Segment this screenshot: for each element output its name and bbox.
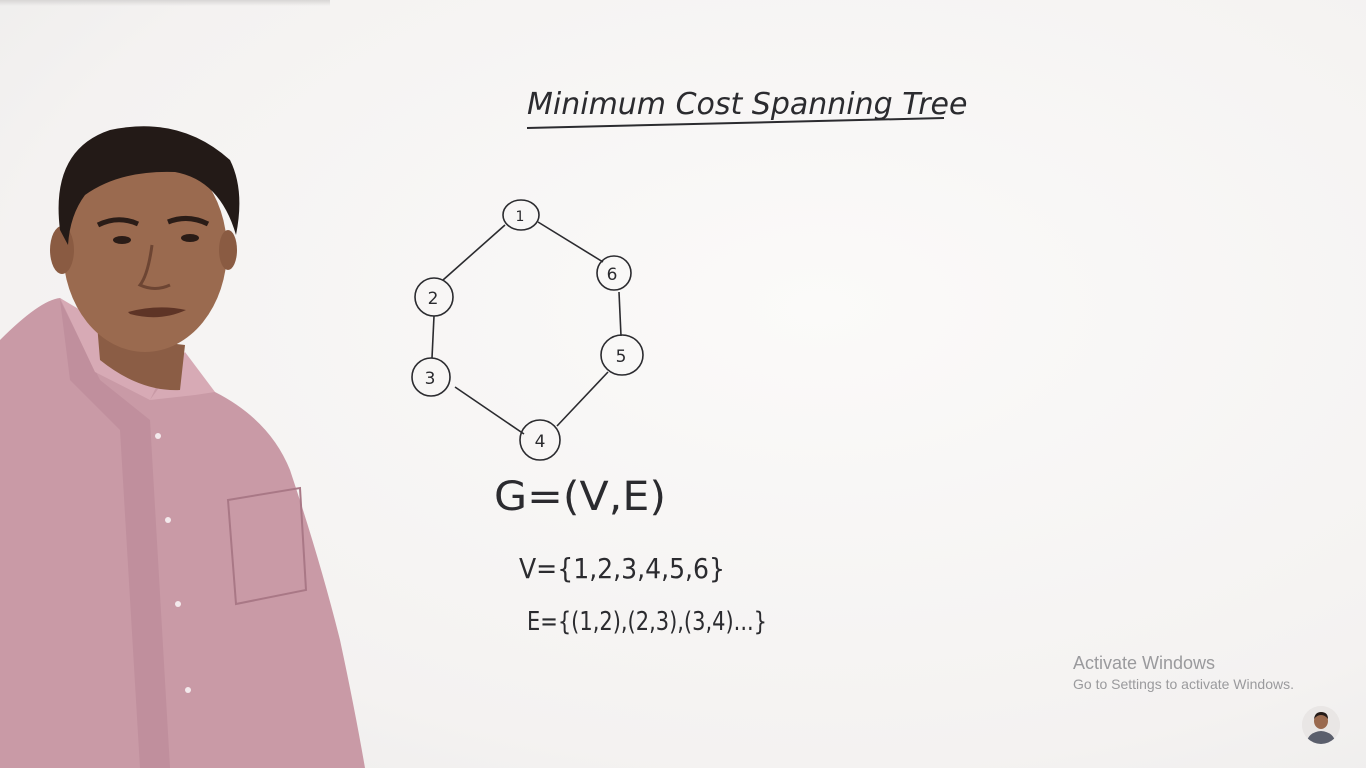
presenter-ear-right xyxy=(219,230,237,270)
formula-vertices: V={1,2,3,4,5,6} xyxy=(519,552,725,585)
edge-1-2 xyxy=(443,225,505,280)
node-6-label: 6 xyxy=(606,265,618,285)
watermark-title: Activate Windows xyxy=(1073,653,1216,673)
node-1-label: 1 xyxy=(515,209,525,225)
edge-4-5 xyxy=(557,372,608,426)
node-2-label: 2 xyxy=(427,289,439,309)
edge-6-1 xyxy=(538,222,603,262)
graph-node-labels xyxy=(425,209,627,452)
edge-5-6 xyxy=(619,292,621,336)
avatar-icon xyxy=(1302,706,1340,744)
formula-edges: E={(1,2),(2,3),(3,4)...} xyxy=(527,607,767,637)
board-title: Minimum Cost Spanning Tree xyxy=(527,87,968,122)
watermark-subtitle: Go to Settings to activate Windows. xyxy=(1073,676,1294,692)
formula-graph: G=(V,E) xyxy=(494,474,666,520)
edge-3-4 xyxy=(455,387,524,434)
edge-2-3 xyxy=(432,316,434,358)
graph-edges xyxy=(432,222,621,434)
activate-windows-watermark xyxy=(1073,652,1294,694)
channel-avatar[interactable] xyxy=(1302,706,1340,744)
presenter-eye-right xyxy=(181,234,199,242)
graph-nodes xyxy=(412,200,643,460)
node-3-label: 3 xyxy=(424,369,436,389)
presenter-person xyxy=(0,126,365,768)
presenter-eye-left xyxy=(113,236,131,244)
node-4-label: 4 xyxy=(534,432,546,452)
node-5-label: 5 xyxy=(615,347,627,367)
